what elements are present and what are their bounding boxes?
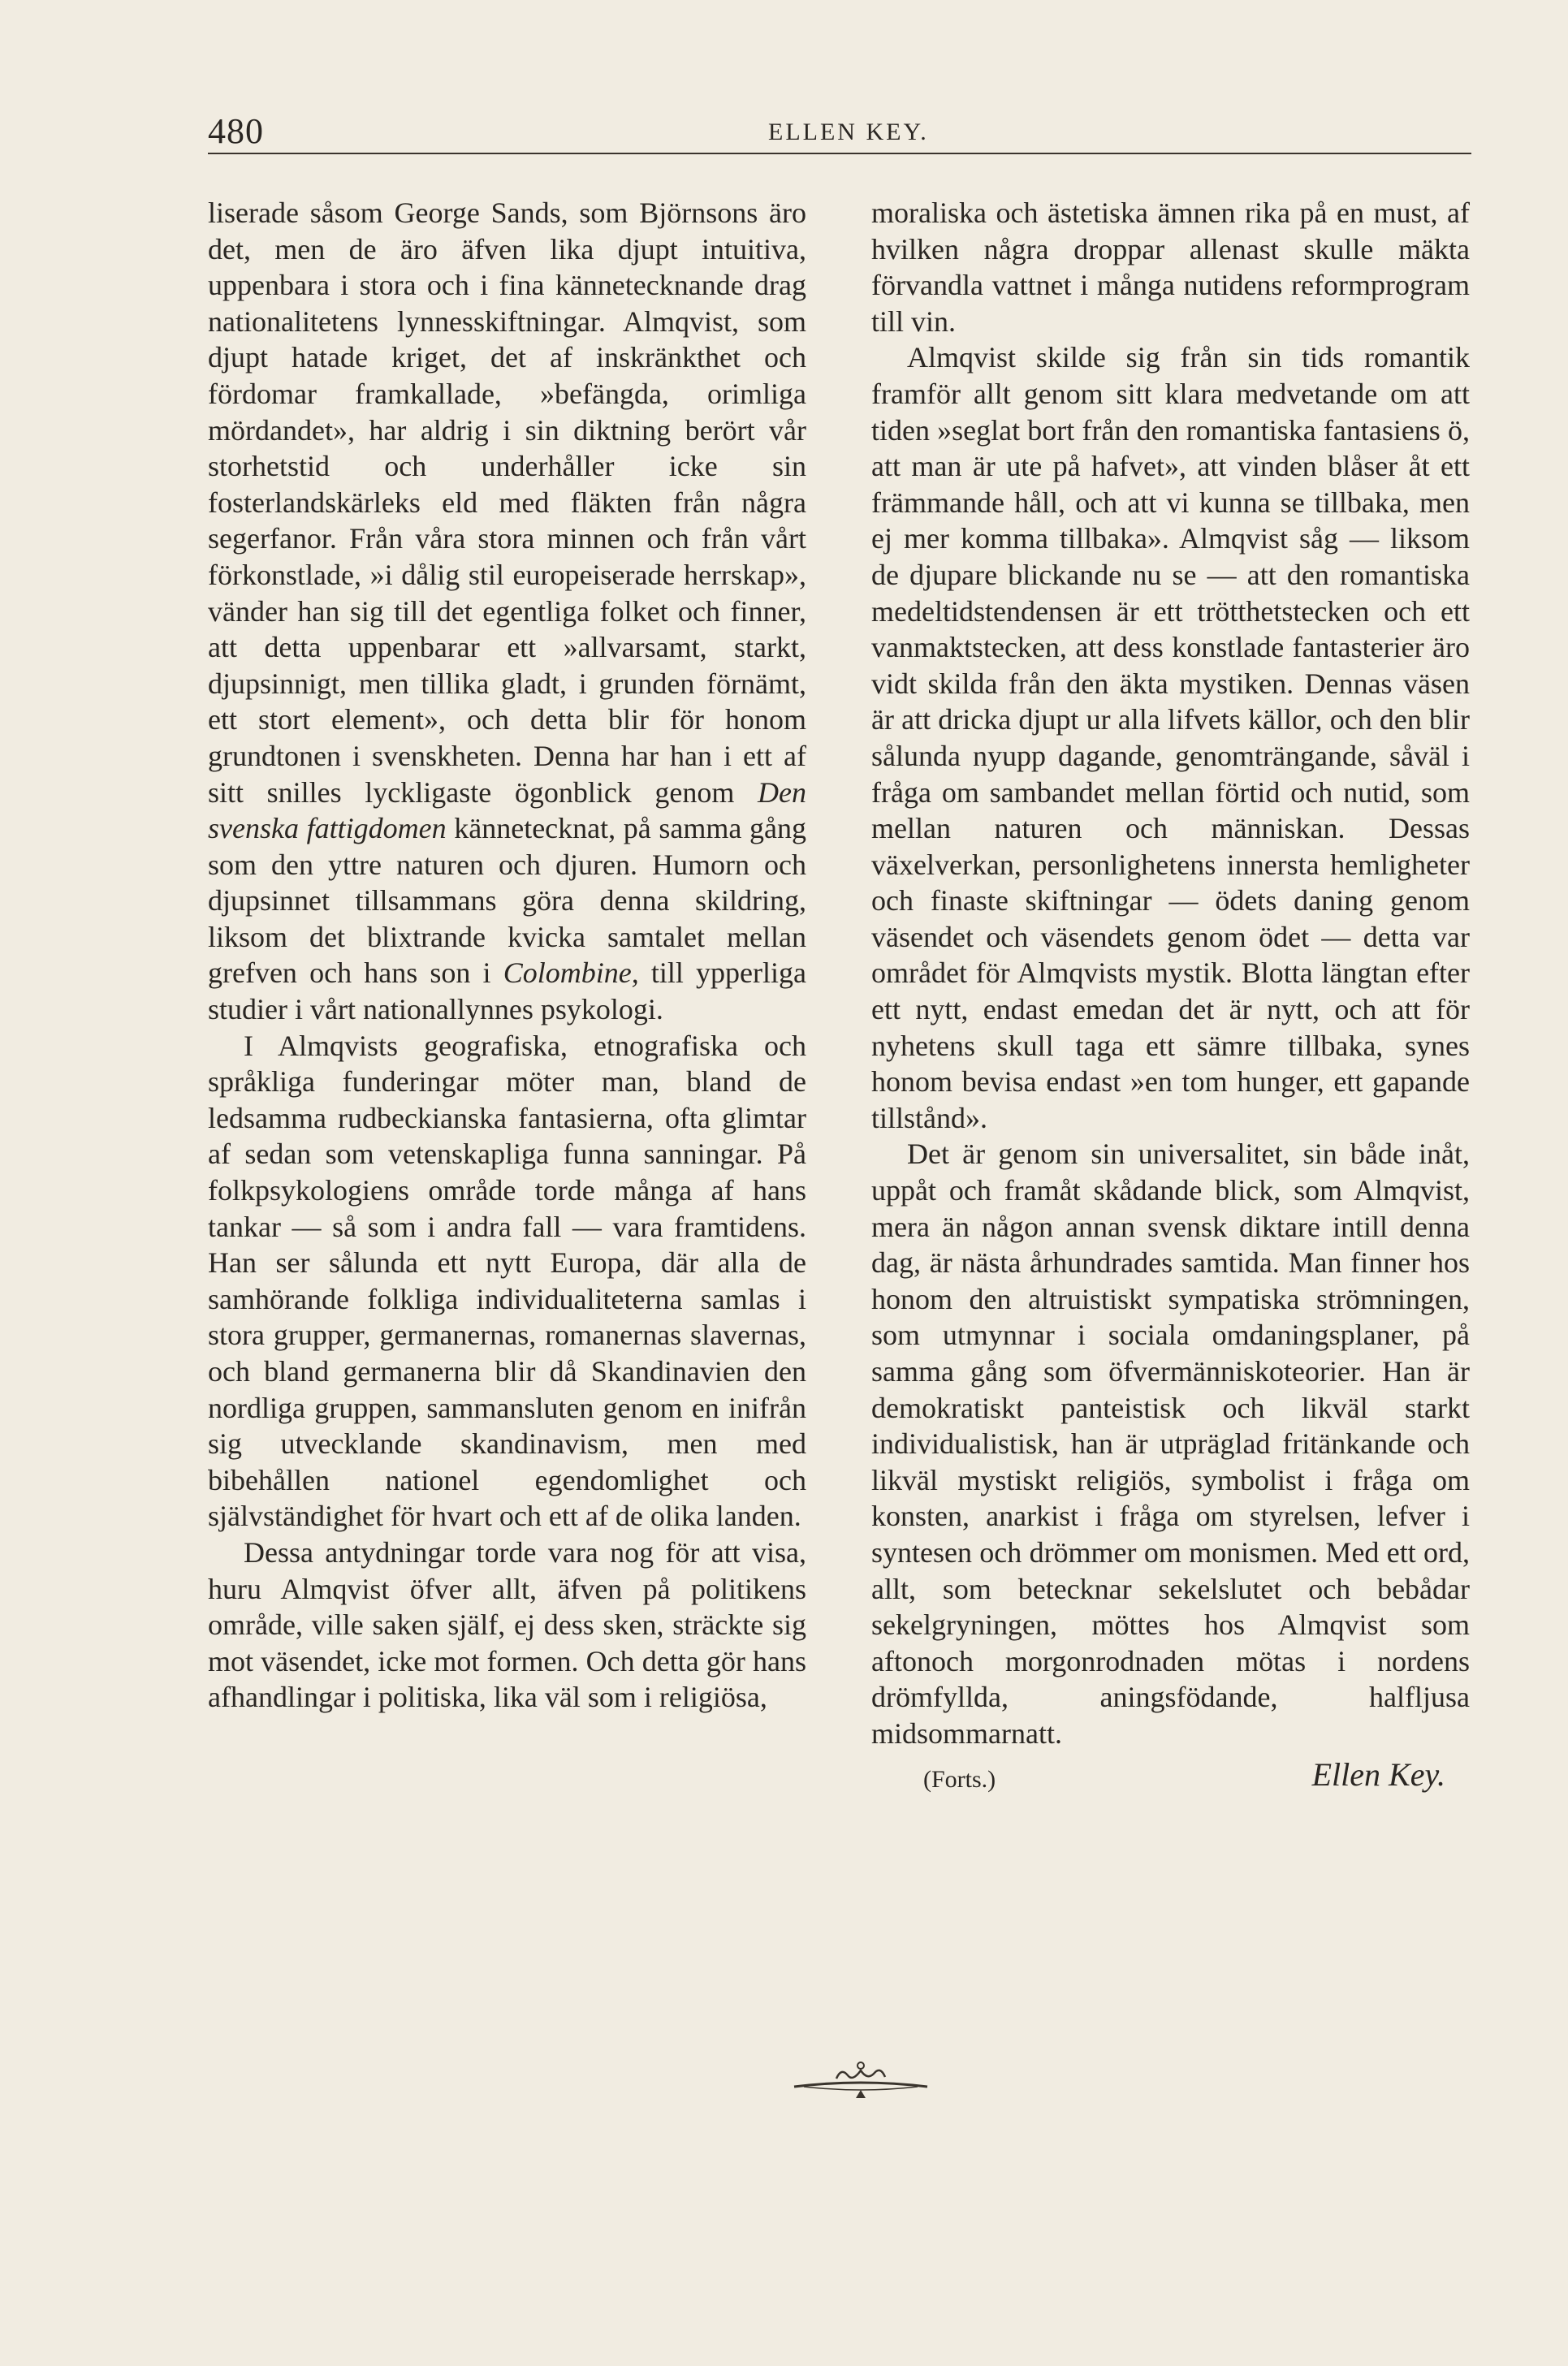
author-signature: Ellen Key. — [1311, 1755, 1445, 1793]
continued-note: (Forts.) — [923, 1765, 996, 1793]
header-rule — [208, 153, 1471, 154]
title-colombine: Colombine, — [503, 956, 639, 990]
title-den-svenska-fattigdomen: Den svenska fattigdomen — [208, 775, 806, 845]
article-closing — [871, 1757, 1470, 1798]
left-paragraph-2: I Almqvists geografiska, etnografiska och språkliga funderingar möter man, bland de ledsamma rudbeckianska fantasierna, ofta glimtar af sedan som vetenskapliga funna sanningar. På folkpsykologiens område torde många af hans tankar — så som i andra fall — vara framtidens. Han ser sålunda ett nytt Europa, där alla de samhörande folkliga individualiteterna samlas i stora grupper, germanernas, romanernas slavernas, och bland germanerna blir då Skandinavien den nordliga gruppen, sammansluten genom en inifrån sig utvecklande skandinavism, men med bibehållen nationel egendomlighet och självständighet för hvart och ett af de olika landen. — [208, 1029, 806, 1533]
page-number: 480 — [208, 111, 264, 151]
left-column — [208, 195, 806, 1716]
left-paragraph-1: liserade såsom George Sands, som Björnsons äro det, men de äro äfven lika djupt intuitiva, uppenbara i stora och i fina kännetecknande drag nationalitetens lynnesskiftningar. Almqvist, som djupt hatade kriget, det af inskränkthet och fördomar framkallade, »befängda, orimliga mördandet», har aldrig i sin diktning berört vår storhetstid och underhåller icke sin fosterlandskärleks eld med fläkten från några segerfanor. Från våra stora minnen och från vårt förkonstlade, »i dålig stil europeiserade herrskap», vänder han sig till det egentliga folket och finner, att detta uppenbarar ett »allvarsamt, starkt, djupsinnigt, men tillika gladt, i grunden förnämt, ett stort element», och detta blir för honom grundtonen i svenskheten. Denna har han i ett af sitt snilles lyckligaste ögonblick genom Den svenska fattigdomen kännetecknat, på samma gång som den yttre naturen och djuren. Humorn och djupsinnet tillsammans göra denna skildring, liksom det blixtrande kvicka samtalet mellan grefven och hans son i Colombine, till ypperliga studier i vårt nationallynnes psykologi. — [208, 196, 806, 1026]
right-paragraph-3: Det är genom sin universalitet, sin både inåt, uppåt och framåt skådande blick, som Almqvist, mera än någon annan svensk diktare intill denna dag, är nästa århundrades samtida. Man finner hos honom den altruistiskt sympatiska strömningen, som utmynnar i sociala omdaningsplaner, på samma gång som öfvermänniskoteorier. Han är demokratiskt panteistisk och likväl starkt individualistisk, han är utpräglad fritänkande och likväl mystiskt religiös, symbolist i fråga om konsten, anarkist i fråga om styrelsen, lefver i syntesen och drömmer om monismen. Med ett ord, allt, som betecknar sekelslutet och bebådar sekelgryningen, möttes hos Almqvist som aftonoch morgonrodnaden mötas i nordens drömfyllda, aningsfödande, halfljusa midsommarnatt. — [871, 1138, 1470, 1750]
ornament-icon — [788, 2054, 934, 2103]
right-paragraph-2: Almqvist skilde sig från sin tids romantik framför allt genom sitt klara medvetande om att tiden »seglat bort från den romantiska fantasiens ö, att man är ute på hafvet», att vinden blåser åt ett främmande håll, och att vi kunna se tillbaka, men ej mer komma tillbaka». Almqvist såg — liksom de djupare blickande nu se — att den romantiska medeltidstendensen är ett trötthetstecken och ett vanmaktstecken, att dess konstlade fantasterier äro vidt skilda från den äkta mystiken. Dennas väsen är att dricka djupt ur alla lifvets källor, och den blir sålunda nyupp dagande, genomträngande, såväl i fråga om sambandet mellan förtid och nutid, som mellan naturen och människan. Dessas växelverkan, personlighetens innersta hemligheter och finaste skiftningar — ödets daning genom väsendet och väsendets genom ödet — detta var området för Almqvists mystik. Blotta längtan efter ett nytt, endast emedan det är nytt, och att för nyhetens skull taga ett sämre tillbaka, synes honom bevisa endast »en tom hunger, ett gapande tillstånd». — [871, 341, 1470, 1134]
page-header — [208, 110, 1471, 153]
right-column — [871, 195, 1470, 1798]
right-paragraph-1: moraliska och ästetiska ämnen rika på en must, af hvilken några droppar allenast skulle mäkta förvandla vattnet i många nutidens reformprogram till vin. — [871, 196, 1470, 338]
running-head: ELLEN KEY. — [768, 119, 929, 145]
left-paragraph-3: Dessa antydningar torde vara nog för att visa, huru Almqvist öfver allt, äfven på politikens område, ville saken själf, ej dess sken, sträckte sig mot väsendet, icke mot formen. Och detta gör hans afhandlingar i politiska, lika väl som i religiösa, — [208, 1535, 806, 1714]
